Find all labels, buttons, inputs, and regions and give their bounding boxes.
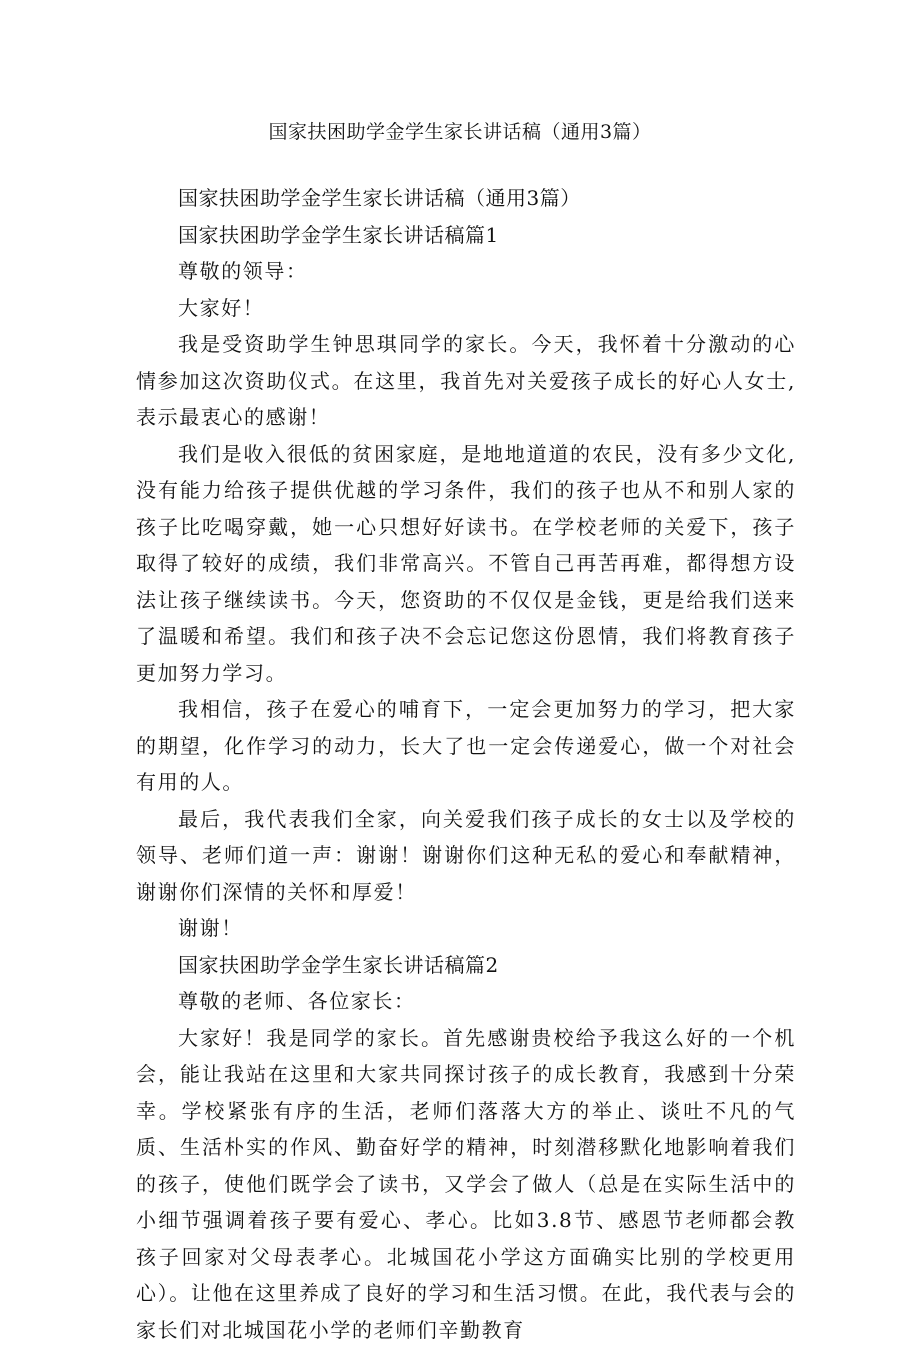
document-body bbox=[136, 180, 796, 1348]
document-subtitle: 国家扶困助学金学生家长讲话稿（通用3篇） bbox=[136, 180, 796, 217]
salutation: 尊敬的领导： bbox=[136, 253, 796, 290]
paragraph: 我相信，孩子在爱心的哺育下，一定会更加努力的学习，把大家的期望，化作学习的动力，长大了也一定会传递爱心，做一个对社会有用的人。 bbox=[136, 691, 796, 801]
closing: 谢谢！ bbox=[136, 910, 796, 947]
section-heading-2: 国家扶困助学金学生家长讲话稿篇2 bbox=[136, 947, 796, 984]
paragraph: 我是受资助学生钟思琪同学的家长。今天，我怀着十分激动的心情参加这次资助仪式。在这里，我首先对关爱孩子成长的好心人女士,表示最衷心的感谢！ bbox=[136, 326, 796, 436]
paragraph: 我们是收入很低的贫困家庭，是地地道道的农民，没有多少文化,没有能力给孩子提供优越的学习条件，我们的孩子也从不和别人家的孩子比吃喝穿戴，她一心只想好好读书。在学校老师的关爱下，孩子取得了较好的成绩，我们非常高兴。不管自己再苦再难，都得想方设法让孩子继续读书。今天，您资助的不仅仅是金钱，更是给我们送来了温暖和希望。我们和孩子决不会忘记您这份恩情，我们将教育孩子更加努力学习。 bbox=[136, 436, 796, 692]
salutation: 尊敬的老师、各位家长： bbox=[136, 983, 796, 1020]
document-title: 国家扶困助学金学生家长讲话稿（通用3篇） bbox=[0, 119, 920, 145]
paragraph: 大家好！我是同学的家长。首先感谢贵校给予我这么好的一个机会，能让我站在这里和大家共同探讨孩子的成长教育，我感到十分荣幸。学校紧张有序的生活，老师们落落大方的举止、谈吐不凡的气质、生活朴实的作风、勤奋好学的精神，时刻潜移默化地影响着我们的孩子，使他们既学会了读书，又学会了做人（总是在实际生活中的小细节强调着孩子要有爱心、孝心。比如3.8节、感恩节老师都会教孩子回家对父母表孝心。北城国花小学这方面确实比别的学校更用心）。让他在这里养成了良好的学习和生活习惯。在此，我代表与会的家长们对北城国花小学的老师们辛勤教育 bbox=[136, 1020, 796, 1348]
section-heading-1: 国家扶困助学金学生家长讲话稿篇1 bbox=[136, 217, 796, 254]
greeting: 大家好！ bbox=[136, 290, 796, 327]
paragraph: 最后，我代表我们全家，向关爱我们孩子成长的女士以及学校的领导、老师们道一声：谢谢！谢谢你们这种无私的爱心和奉献精神，谢谢你们深情的关怀和厚爱！ bbox=[136, 801, 796, 911]
